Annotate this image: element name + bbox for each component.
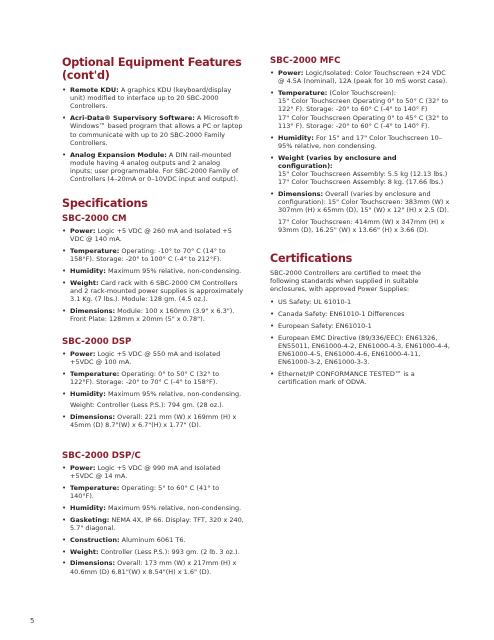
list-item: • Gasketing: NEMA 4X, IP 66. Display: TFT, 320 x 240, 5.7" diagonal. bbox=[62, 516, 244, 532]
list-item: • Ethernet/IP CONFORMANCE TESTED™ is a certification mark of ODVA. bbox=[270, 370, 450, 386]
list-item: • Temperature: Operating: 0° to 50° C (32° to 122°F). Storage: -20° to 70° C (-4° to 158°F). bbox=[62, 370, 244, 386]
mfc-spec-list bbox=[270, 69, 450, 234]
list-item: • Weight: Card rack with 6 SBC-2000 CM Controllers and 2 rack-mounted power supplies is approximately 3.1 Kg. (7 lbs.). Module: 128 gm. (4.5 oz.). bbox=[62, 279, 244, 304]
mfc-weight-17: 17" Color Touchscreen Assembly: 8 kg. (17.66 lbs.) bbox=[278, 178, 444, 187]
cm-spec-list bbox=[62, 227, 244, 323]
certifications-intro: SBC-2000 Controllers are certified to meet the following standards when supplied in suitable enclosures, with approved Power Supplies: bbox=[270, 268, 422, 294]
list-item: • Temperature: (Color Touchscreen): 15" Color Touchscreen Operating 0° to 50° C (32° to 122° F). Storage: -20° to 60° C (-4° to 140° F) 17" Color Touchscreen Operating 0° to 45° C (32° to 113° F). Storage: -20° to 60° C (-4° to 140° F). bbox=[270, 89, 450, 130]
cm-heading: SBC-2000 CM bbox=[62, 214, 127, 225]
list-item: • Dimensions: Overall (varies by enclosure and configuration): 15" Color Touchscreen: 383mm (W) x 307mm (H) x 65mm (D), 15" (W) x 12" (H) x 2.5 (D). 17" Color Touchscreen: 414mm (W) x 347mm (H) x 93mm (D), 16.25" (W) x 13.66" (H) x 3.66 (D). bbox=[270, 190, 450, 234]
mfc-temp-17: 17" Color Touchscreen Operating 0° to 45° C (32° to 113° F). Storage: -20° to 60° C (-4° to 140° F). bbox=[278, 113, 449, 130]
list-item: • European Safety: EN61010-1 bbox=[270, 322, 450, 330]
list-item: • Dimensions: Overall: 221 mm (W) x 169mm (H) x 45mm (D) 8.7"(W) x 6.7"(H) x 1.77" (D). bbox=[62, 413, 244, 429]
list-item: • Humidity: Maximum 95% relative, non-condensing. bbox=[62, 504, 244, 512]
dspc-spec-list bbox=[62, 464, 244, 576]
list-item: • Power: Logic +5 VDC @ 260 mA and Isolated +5 VDC @ 140 mA. bbox=[62, 227, 244, 243]
optional-equipment-heading: Optional Equipment Features (cont'd) bbox=[62, 56, 242, 82]
list-item: • Humidity: For 15" and 17" Color Touchscreen 10–95% relative, non condensing. bbox=[270, 134, 450, 150]
list-item: • Acri-Data® Supervisory Software: A Microsoft® Windows™ based program that allows a PC or laptop to communicate with up to 20 SBC-2000 Family Controllers. bbox=[62, 114, 244, 147]
list-item: • Power: Logic +5 VDC @ 550 mA and Isolated +5VDC @ 100 mA. bbox=[62, 350, 244, 366]
right-column bbox=[270, 56, 450, 390]
list-item: • Dimensions: Overall: 173 mm (W) x 217mm (H) x 40.6mm (D) 6.81"(W) x 8.54"(H) x 1.6" (D). bbox=[62, 559, 244, 575]
list-item: • Humidity: Maximum 95% relative, non-condensing. bbox=[62, 267, 244, 275]
optional-equipment-list bbox=[62, 86, 244, 183]
list-item: • Temperature: Operating: 5° to 60° C (41° to 140°F). bbox=[62, 484, 244, 500]
dsp-heading: SBC-2000 DSP bbox=[62, 337, 132, 348]
mfc-temp-15: 15" Color Touchscreen Operating 0° to 50° C (32° to 122° F). Storage: -20° to 60° C (-4° to 140° F) bbox=[278, 97, 449, 114]
list-item: • Remote KDU: A graphics KDU (keyboard/display unit) modified to interface up to 20 SBC-2000 Controllers. bbox=[62, 86, 244, 111]
list-item: • Power: Logic/Isolated: Color Touchscreen +24 VDC @ 4.5A (nominal), 12A (peak for 10 mS worst case). bbox=[270, 69, 450, 85]
dspc-heading: SBC-2000 DSP/C bbox=[62, 451, 141, 462]
list-item: • European EMC Directive (89/336/EEC): EN61326, EN55011, EN61000-4-2, EN61000-4-3, EN61000-4-4, EN61000-4-5, EN61000-4-6, EN61000-4-11, EN61000-3-2, EN61000-3-3. bbox=[270, 334, 450, 367]
list-item: • Construction: Aluminum 6061 T6. bbox=[62, 536, 244, 544]
list-item: • Dimensions: Module: 100 x 160mm (3.9" x 6.3"). Front Plate: 128mm x 20mm (5" x 0.78"). bbox=[62, 307, 244, 323]
list-item: • Temperature: Operating: -10° to 70° C (14° to 158°F). Storage: -20° to 100° C (-4° to 212°F). bbox=[62, 247, 244, 263]
dsp-weight-line: Weight: Controller (Less P.S.): 794 gm. (28 oz.). bbox=[70, 401, 224, 410]
mfc-heading: SBC-2000 MFC bbox=[270, 56, 341, 66]
list-item: • Power: Logic +5 VDC @ 990 mA and Isolated +5VDC @ 14 mA. bbox=[62, 464, 244, 480]
list-item: • Weight: Controller (Less P.S.): 993 gm. (2 lb. 3 oz.). bbox=[62, 548, 244, 556]
list-item: • Canada Safety: EN61010-1 Differences bbox=[270, 310, 450, 318]
list-item: • Analog Expansion Module: A DIN rail-mounted module having 4 analog outputs and 2 analog inputs; user programmable. For SBC-2000 Family of Controllers (4–20mA or 0–10VDC input and output). bbox=[62, 151, 244, 184]
list-item: • US Safety: UL 61010-1 bbox=[270, 298, 450, 306]
specifications-heading: Specifications bbox=[62, 197, 148, 211]
certifications-heading: Certifications bbox=[270, 251, 353, 265]
dsp-spec-list bbox=[62, 350, 244, 429]
mfc-weight-15: 15" Color Touchscreen Assembly: 5.5 kg (12.13 lbs.) bbox=[278, 170, 448, 179]
left-column bbox=[62, 56, 244, 579]
list-item: • Weight (varies by enclosure and configuration): 15" Color Touchscreen Assembly: 5.5 kg (12.13 lbs.) 17" Color Touchscreen Assembly: 8 kg. (17.66 lbs.) bbox=[270, 154, 450, 187]
list-item: • Humidity: Maximum 95% relative, non-condensing. Weight: Controller (Less P.S.): 794 gm. (28 oz.). bbox=[62, 390, 244, 409]
certifications-list bbox=[270, 298, 450, 386]
page-number: 5 bbox=[30, 617, 35, 625]
mfc-dims-17: 17" Color Touchscreen: 414mm (W) x 347mm (H) x 93mm (D), 16.25" (W) x 13.66" (H) x 3.66 (D). bbox=[278, 217, 445, 234]
